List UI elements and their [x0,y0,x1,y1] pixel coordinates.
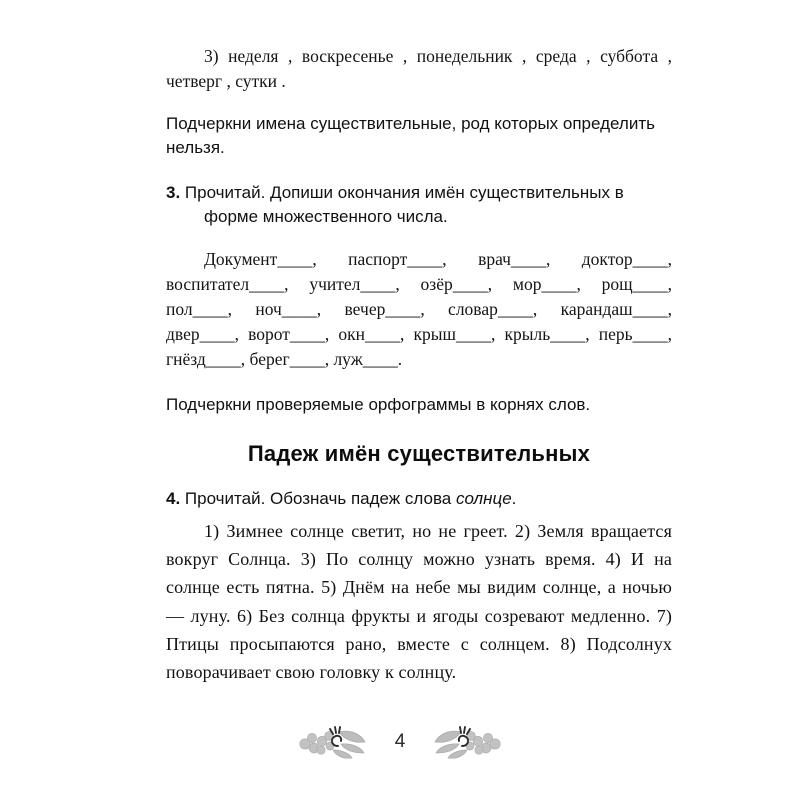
exercise-3-word-blanks[interactable]: Документ____, паспорт____, врач____, доктор____, воспитател____, учител____, озёр____, мор____, рощ____, пол____, ноч____, вечер____, словар____, карандаш____, двер____, ворот____, окн____, крыш____, крыль____, перь____, гнёзд____, берег____, луж____. [166,249,672,369]
exercise-4-prompt [166,487,672,511]
spacer [166,510,672,517]
exercise-4-prompt-text: Прочитай. Обозначь падеж слова [184,488,456,508]
floral-berry-ornament [295,722,369,762]
page-content [166,44,672,686]
instruction-underline-orthograms: Подчеркни проверяемые орфограммы в корнях слов. [166,395,591,414]
exercise-3-number: 3. [166,183,181,202]
exercise-3-prompt-text: Прочитай. Допиши окончания имён существительных в форме множественного числа. [184,183,624,226]
spacer [166,228,672,247]
spacer [166,159,672,181]
exercise-4-italic-word: солнце [455,488,512,508]
floral-berry-ornament-mirrored [431,722,505,762]
exercise-4-number: 4. [166,488,181,508]
spacer [166,467,672,487]
page-number: 4 [394,730,406,752]
instruction-underline-gender: Подчеркни имена существительные, род которых определить нельзя. [166,114,655,157]
spacer [166,94,672,112]
spacer [166,372,672,393]
page-footer [0,716,800,768]
exercise-3-prompt [166,181,672,228]
word-list-item-3: 3) неделя , воскресенье , понедельник , среда , суббота , четверг , сутки . [166,46,672,91]
section-heading: Падеж имён существительных [247,440,591,466]
exercise-4-prompt-period: . [511,488,517,508]
spacer [166,417,672,441]
exercise-4-sentences: 1) Зимнее солнце светит, но не греет. 2) Земля вращается вокруг Солнца. 3) По солнцу можно узнать время. 4) И на солнце есть пятна. 5) Днём на небе мы видим солнце, а ночью — луну. 6) Без солнца фрукты и ягоды созревают медленно. 7) Птицы просыпаются рано, вместе с солнцем. 8) Подсолнух поворачивает свою головку к солнцу. [166,521,672,683]
